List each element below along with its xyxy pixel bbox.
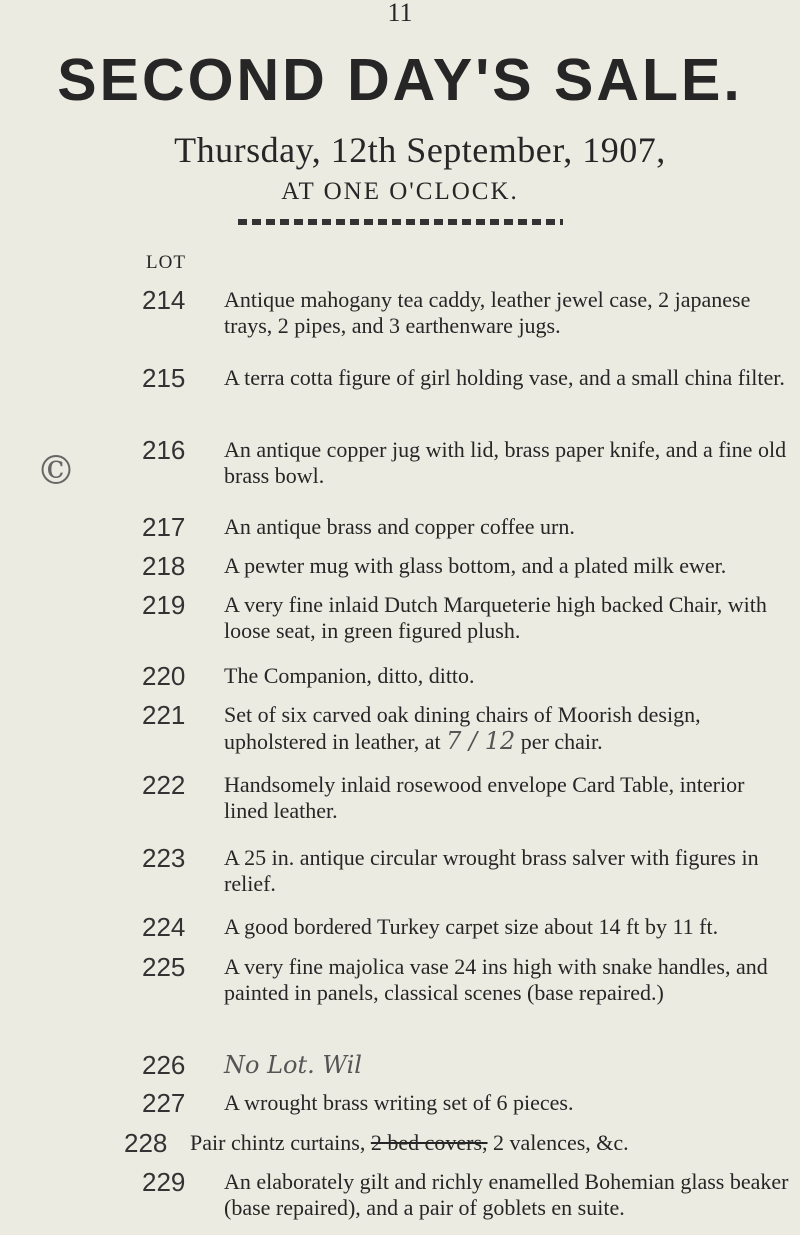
- lot-number: 224: [142, 912, 186, 942]
- lot-description-text: per chair.: [520, 729, 603, 754]
- lot-number: 229: [142, 1167, 186, 1197]
- lot-number: 218: [142, 551, 186, 581]
- lot-description: [190, 1130, 790, 1156]
- lot-description: An elaborately gilt and richly enamelled Bohemian glass beaker (base repaired), and a pair of goblets en suite.: [224, 1169, 789, 1220]
- lot-description: An antique brass and copper coffee urn.: [224, 514, 575, 539]
- lot-description: Handsomely inlaid rosewood envelope Card Table, interior lined leather.: [224, 772, 745, 823]
- lot-number: 219: [142, 590, 186, 620]
- lot-number: 225: [142, 952, 186, 982]
- lot-description: The Companion, ditto, ditto.: [224, 663, 475, 688]
- lot-description-text: Pair chintz curtains,: [190, 1130, 366, 1155]
- lot-description: A very fine inlaid Dutch Marqueterie high backed Chair, with loose seat, in green figured plush.: [224, 592, 767, 643]
- lot-description-text: 2 valences, &c.: [493, 1130, 629, 1155]
- lot-description-text: Set of six carved oak dining chairs of Moorish design, upholstered in leather, at: [224, 702, 701, 754]
- struck-text: 2 bed covers,: [370, 1130, 488, 1155]
- handwritten-price: 7 / 12: [446, 727, 516, 755]
- lot-number: 226: [142, 1050, 186, 1080]
- margin-mark: ©: [36, 448, 76, 494]
- lot-number: 227: [142, 1088, 186, 1118]
- lot-description: [224, 702, 792, 755]
- lot-number: 222: [142, 770, 186, 800]
- lot-description: An antique copper jug with lid, brass paper knife, and a fine old brass bowl.: [224, 437, 787, 488]
- lot-number: 223: [142, 843, 186, 873]
- lot-description: A 25 in. antique circular wrought brass salver with figures in relief.: [224, 845, 759, 896]
- lot-description: Antique mahogany tea caddy, leather jewel case, 2 japanese trays, 2 pipes, and 3 earthenware jugs.: [224, 287, 751, 338]
- lot-description: A pewter mug with glass bottom, and a plated milk ewer.: [224, 553, 727, 578]
- lot-number: 216: [142, 435, 186, 465]
- lot-description: [224, 1052, 792, 1079]
- lot-column-label: LOT: [146, 252, 186, 273]
- lot-number: 220: [142, 661, 186, 691]
- lot-number: 214: [142, 285, 186, 315]
- lot-description: A very fine majolica vase 24 ins high with snake handles, and painted in panels, classical scenes (base repaired.): [224, 954, 768, 1005]
- sale-title: SECOND DAY'S SALE.: [57, 47, 743, 113]
- lot-number: 217: [142, 512, 186, 542]
- handwritten-note: No Lot. Wil: [224, 1051, 362, 1079]
- lot-description: A good bordered Turkey carpet size about 14 ft by 11 ft.: [224, 914, 719, 939]
- lot-description: A wrought brass writing set of 6 pieces.: [224, 1090, 574, 1115]
- decorative-rule: [238, 219, 563, 225]
- lot-number: 215: [142, 363, 186, 393]
- lot-number: 228: [124, 1128, 168, 1158]
- sale-date: Thursday, 12th September, 1907,: [174, 130, 666, 170]
- sale-time: AT ONE O'CLOCK.: [281, 178, 519, 205]
- lot-number: 221: [142, 700, 186, 730]
- page-number: 11: [387, 0, 413, 27]
- lot-description: A terra cotta figure of girl holding vase, and a small china filter.: [224, 365, 785, 390]
